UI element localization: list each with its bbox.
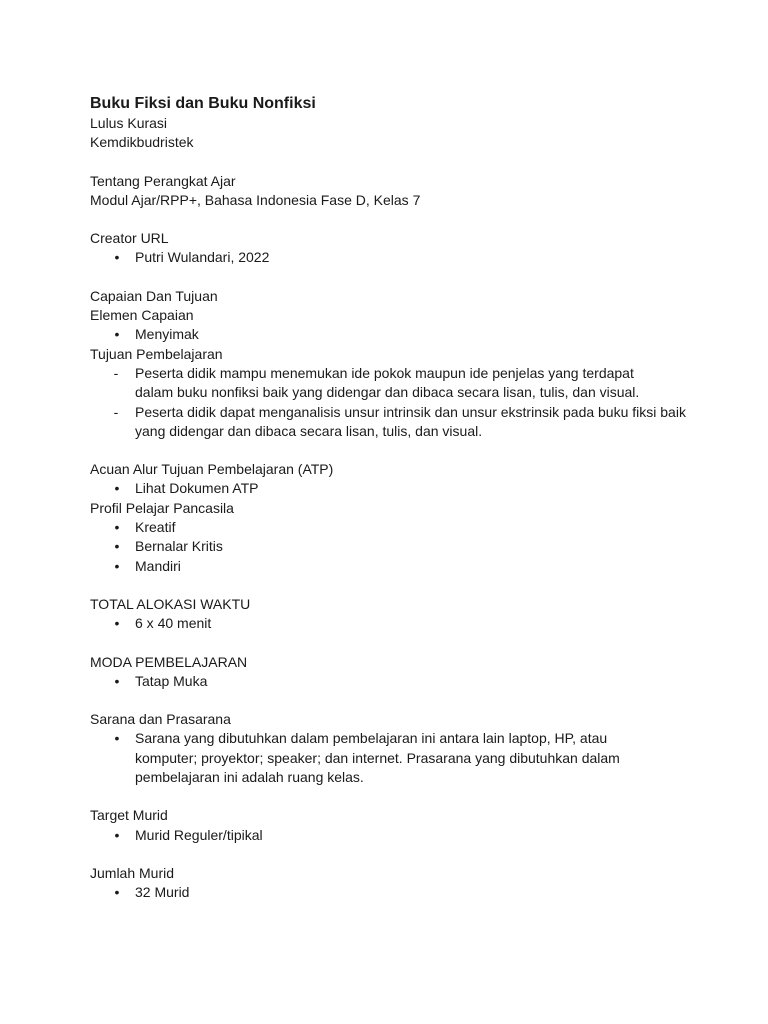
jumlah-list: [90, 883, 688, 902]
atp-item: Lihat Dokumen ATP: [135, 480, 259, 497]
list-item: [90, 883, 688, 902]
bullet-icon: •: [114, 538, 120, 555]
tujuan-heading: Tujuan Pembelajaran: [90, 345, 223, 362]
sarana-heading: Sarana dan Prasarana: [90, 711, 231, 728]
sarana-list: [90, 729, 688, 787]
bullet-icon: •: [114, 326, 120, 343]
list-item: [90, 248, 688, 267]
bullet-icon: •: [114, 480, 120, 497]
spacer: [90, 576, 688, 595]
moda-heading: MODA PEMBELAJARAN: [90, 653, 248, 670]
spacer: [90, 153, 688, 172]
bullet-icon: •: [114, 730, 120, 747]
bullet-icon: •: [114, 826, 120, 843]
spacer: [90, 210, 688, 229]
waktu-item: 6 x 40 menit: [135, 615, 212, 632]
bullet-icon: •: [114, 249, 120, 266]
profil-heading: Profil Pelajar Pancasila: [90, 499, 234, 516]
spacer: [90, 268, 688, 287]
spacer: [90, 691, 688, 710]
list-item: [90, 325, 688, 344]
atp-list: [90, 479, 688, 498]
about-heading: Tentang Perangkat Ajar: [90, 172, 236, 189]
waktu-list: [90, 614, 688, 633]
dash-icon: -: [113, 364, 119, 381]
elemen-heading: Elemen Capaian: [90, 307, 194, 324]
profil-item: Kreatif: [135, 519, 176, 536]
tujuan-item-line: Peserta didik dapat menganalisis unsur intrinsik dan unsur ekstrinsik pada buku fiksi baik: [135, 403, 686, 420]
list-item: [90, 672, 688, 691]
profil-list: [90, 518, 688, 576]
target-item: Murid Reguler/tipikal: [135, 826, 263, 843]
list-item: [90, 364, 688, 403]
creator-heading: Creator URL: [90, 230, 169, 247]
tujuan-item-line: dalam buku nonfiksi baik yang didengar dan dibaca secara lisan, tulis, dan visual.: [135, 384, 640, 401]
curation-status: Lulus Kurasi: [90, 115, 168, 131]
profil-item: Bernalar Kritis: [135, 538, 223, 555]
sarana-item-line: komputer; proyektor; speaker; dan internet. Prasarana yang dibutuhkan dalam: [135, 749, 620, 766]
list-item: [90, 557, 688, 576]
tujuan-item-line: Peserta didik mampu menemukan ide pokok maupun ide penjelas yang terdapat: [135, 364, 634, 381]
jumlah-heading: Jumlah Murid: [90, 864, 175, 881]
elemen-list: [90, 325, 688, 344]
profil-item: Mandiri: [135, 557, 181, 574]
atp-heading: Acuan Alur Tujuan Pembelajaran (ATP): [90, 461, 334, 478]
moda-item: Tatap Muka: [135, 672, 208, 689]
document-title: Buku Fiksi dan Buku Nonfiksi: [90, 95, 316, 112]
waktu-heading: TOTAL ALOKASI WAKTU: [90, 595, 251, 612]
list-item: [90, 537, 688, 556]
target-list: [90, 826, 688, 845]
list-item: [90, 729, 688, 787]
list-item: [90, 826, 688, 845]
about-value: Modul Ajar/RPP+, Bahasa Indonesia Fase D, Kelas 7: [90, 191, 421, 208]
tujuan-list: [90, 364, 688, 441]
creator-list: [90, 248, 688, 267]
sarana-item-line: Sarana yang dibutuhkan dalam pembelajaran ini antara lain laptop, HP, atau: [135, 730, 608, 747]
spacer: [90, 787, 688, 806]
capaian-heading: Capaian Dan Tujuan: [90, 287, 218, 304]
creator-item: Putri Wulandari, 2022: [135, 249, 270, 266]
spacer: [90, 634, 688, 653]
bullet-icon: •: [114, 672, 120, 689]
bullet-icon: •: [114, 519, 120, 536]
jumlah-item: 32 Murid: [135, 884, 190, 901]
target-heading: Target Murid: [90, 807, 168, 824]
publisher: Kemdikbudristek: [90, 134, 194, 151]
bullet-icon: •: [114, 557, 120, 574]
elemen-item: Menyimak: [135, 326, 199, 343]
sarana-item-line: pembelajaran ini adalah ruang kelas.: [135, 769, 364, 786]
list-item: [90, 403, 688, 442]
spacer: [90, 441, 688, 460]
list-item: [90, 479, 688, 498]
bullet-icon: •: [114, 884, 120, 901]
moda-list: [90, 672, 688, 691]
bullet-icon: •: [114, 615, 120, 632]
tujuan-item-line: yang didengar dan dibaca secara lisan, tulis, dan visual.: [135, 422, 483, 439]
list-item: [90, 614, 688, 633]
spacer: [90, 845, 688, 864]
list-item: [90, 518, 688, 537]
dash-icon: -: [113, 403, 119, 420]
